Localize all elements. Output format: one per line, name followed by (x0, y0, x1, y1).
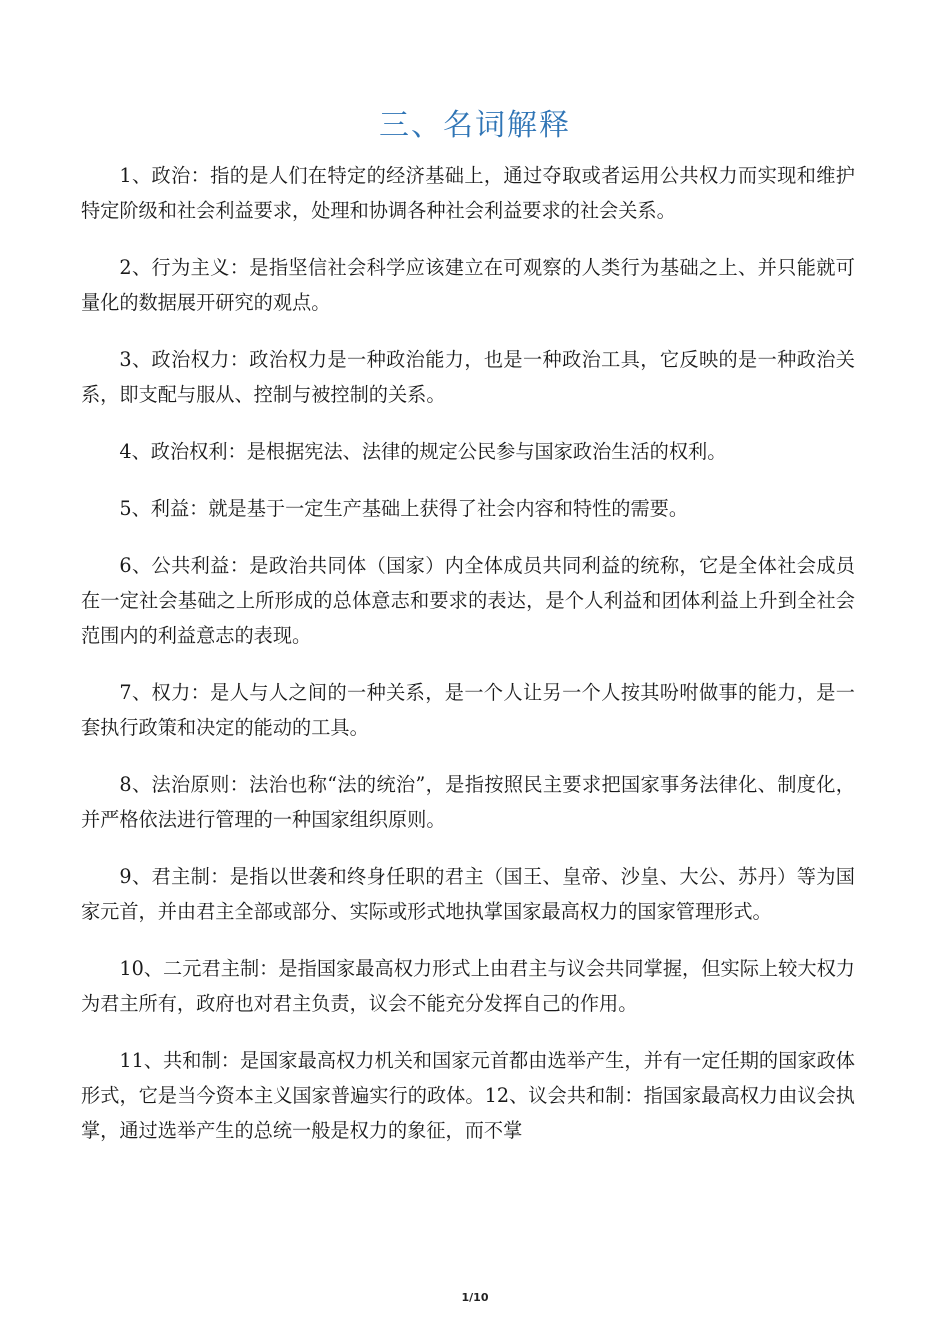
definition-paragraph-3: 3、政治权力：政治权力是一种政治能力，也是一种政治工具，它反映的是一种政治关系，即支配与服从、控制与被控制的关系。 (81, 348, 855, 406)
definition-paragraph-9: 9、君主制：是指以世袭和终身任职的君主（国王、皇帝、沙皇、大公、苏丹）等为国家元首，并由君主全部或部分、实际或形式地执掌国家最高权力的国家管理形式。 (81, 865, 855, 923)
definition-paragraph-11: 11、共和制：是国家最高权力机关和国家元首都由选举产生，并有一定任期的国家政体形式，它是当今资本主义国家普遍实行的政体。12、议会共和制：指国家最高权力由议会执掌，通过选举产生的总统一般是权力的象征，而不掌 (81, 1049, 855, 1142)
definition-paragraph-2: 2、行为主义：是指坚信社会科学应该建立在可观察的人类行为基础之上、并只能就可量化的数据展开研究的观点。 (81, 256, 855, 314)
definition-paragraph-10: 10、二元君主制：是指国家最高权力形式上由君主与议会共同掌握，但实际上较大权力为君主所有，政府也对君主负责，议会不能充分发挥自己的作用。 (81, 957, 855, 1015)
definition-paragraph-5: 5、利益：就是基于一定生产基础上获得了社会内容和特性的需要。 (119, 497, 689, 520)
definition-paragraph-1: 1、政治：指的是人们在特定的经济基础上，通过夺取或者运用公共权力而实现和维护特定阶级和社会利益要求，处理和协调各种社会利益要求的社会关系。 (81, 164, 855, 222)
page-number: 1/10 (461, 1291, 489, 1304)
definition-paragraph-8: 8、法治原则：法治也称“法的统治”，是指按照民主要求把国家事务法律化、制度化，并严格依法进行管理的一种国家组织原则。 (81, 773, 855, 831)
definition-paragraph-4: 4、政治权利：是根据宪法、法律的规定公民参与国家政治生活的权利。 (119, 440, 727, 463)
definition-paragraph-7: 7、权力：是人与人之间的一种关系，是一个人让另一个人按其吩咐做事的能力，是一套执行政策和决定的能动的工具。 (81, 681, 855, 739)
definition-paragraph-6: 6、公共利益：是政治共同体（国家）内全体成员共同利益的统称，它是全体社会成员在一定社会基础之上所形成的总体意志和要求的表达，是个人利益和团体利益上升到全社会范围内的利益意志的表现。 (81, 554, 855, 647)
definitions-list (81, 158, 855, 1170)
page-title: 三、名词解释 (379, 108, 571, 143)
